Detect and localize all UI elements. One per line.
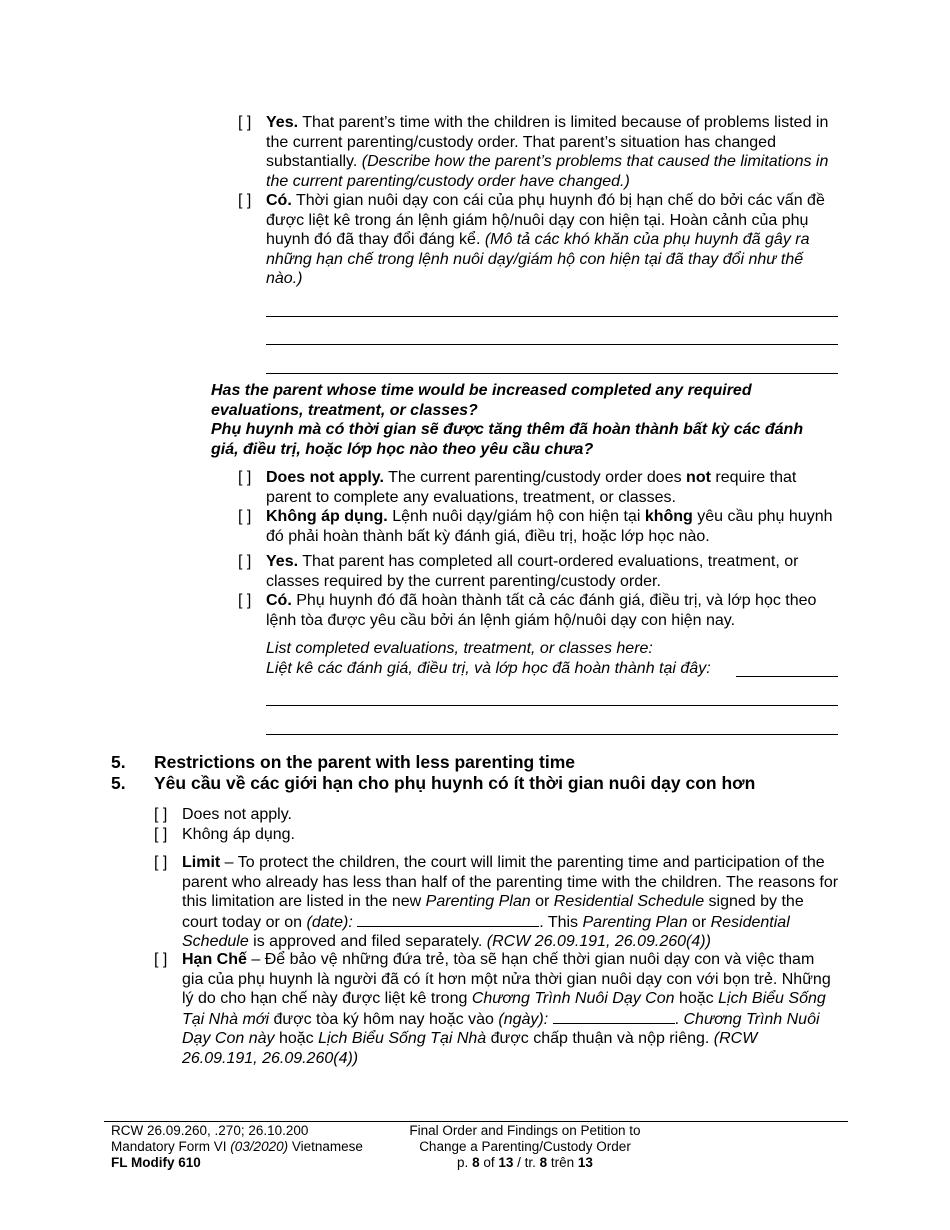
date-blank[interactable] (553, 1009, 675, 1024)
option-text: Có. Phụ huynh đó đã hoàn thành tất cả các đánh giá, điều trị, và lớp học theo lệnh tòa được yêu cầu bởi án lệnh giám hộ/nuôi dạy con hiện nay. (266, 592, 817, 629)
checkbox[interactable]: [ ] (238, 508, 252, 525)
footer-divider (104, 1121, 848, 1122)
checkbox[interactable]: [ ] (154, 826, 168, 843)
option-text: Yes. That parent’s time with the children is limited because of problems listed in the current parenting/custody order. That parent’s situation has changed substantially. (Describe how the parent’s problems that caused the limitations in the current parenting/custody order have changed.) (266, 114, 829, 190)
evaluation-question (211, 381, 811, 459)
footer-form-id: FL Modify 610 (111, 1155, 201, 1170)
writing-line[interactable] (266, 705, 838, 706)
list-completed-instruction (266, 639, 846, 678)
checkbox[interactable]: [ ] (238, 469, 252, 486)
writing-line[interactable] (266, 344, 838, 345)
option-text: Không áp dụng. Lệnh nuôi dạy/giám hộ con hiện tại không yêu cầu phụ huynh đó phải hoàn thành bất kỳ đánh giá, điều trị, hoặc lớp học nào. (266, 508, 833, 545)
writing-line[interactable] (266, 734, 838, 735)
writing-line[interactable] (736, 676, 838, 677)
option-label: Có. (266, 192, 292, 209)
list-instruction-en: List completed evaluations, treatment, or classes here: (266, 640, 653, 657)
footer-rcw: RCW 26.09.260, .270; 26.10.200 (111, 1123, 309, 1138)
section-number: 5. (111, 773, 126, 793)
checkbox[interactable]: [ ] (238, 592, 252, 609)
option-text: Có. Thời gian nuôi dạy con cái của phụ huynh đó bị hạn chế do bởi các vấn đề được liệt kê trong án lệnh giám hộ/nuôi dạy con hiện tại. Hoàn cảnh của phụ huynh đó đã thay đổi đáng kể. (Mô tả các khó khăn của phụ huynh đã gây ra những hạn chế trong lệnh nuôi dạy/giám hộ con hiện tại đã thay đổi như thế nào.) (266, 192, 825, 287)
checkbox[interactable]: [ ] (238, 553, 252, 570)
option-text: Hạn Chế – Để bảo vệ những đứa trẻ, tòa sẽ hạn chế thời gian nuôi dạy con và việc tham gia của phụ huynh là người đã có ít hơn một nửa thời gian nuôi dạy con với bọn trẻ. Những lý do cho hạn chế này được liệt kê trong Chương Trình Nuôi Dạy Con hoặc Lịch Biểu Sống Tại Nhà mới được tòa ký hôm nay hoặc vào (ngày): . Chương Trình Nuôi Dạy Con này hoặc Lịch Biểu Sống Tại Nhà được chấp thuận và nộp riêng. (RCW 26.09.191, 26.09.260(4)) (182, 951, 831, 1067)
date-blank[interactable] (357, 912, 539, 927)
checkbox[interactable]: [ ] (238, 114, 252, 131)
checkbox[interactable]: [ ] (238, 192, 252, 209)
checkbox[interactable]: [ ] (154, 854, 168, 871)
checkbox[interactable]: [ ] (154, 806, 168, 823)
footer-left (111, 1123, 401, 1171)
section-title: Restrictions on the parent with less parenting time (154, 752, 576, 772)
writing-line[interactable] (266, 316, 838, 317)
section-title: Yêu cầu về các giới hạn cho phụ huynh có ít thời gian nuôi dạy con hơn (154, 773, 756, 793)
question-vi: Phụ huynh mà có thời gian sẽ được tăng thêm đã hoàn thành bất kỳ các đánh giá, điều trị, hoặc lớp học nào theo yêu cầu chưa? (211, 421, 804, 458)
checkbox[interactable]: [ ] (154, 951, 168, 968)
section-number: 5. (111, 752, 126, 772)
footer-center (380, 1123, 670, 1171)
footer-title-2: Change a Parenting/Custody Order (419, 1139, 631, 1154)
option-text: Limit – To protect the children, the court will limit the parenting time and participation of the parent who already has less than half of the parenting time with the children. The reasons for this limitation are listed in the new Parenting Plan or Residential Schedule signed by the court today or on (date): . This Parenting Plan or Residential Schedule is approved and filed separately. (RCW 26.09.191, 26.09.260(4)) (182, 854, 839, 950)
option-text: Does not apply. (182, 806, 292, 823)
page-number: p. 8 of 13 / tr. 8 trên 13 (457, 1155, 593, 1170)
question-en: Has the parent whose time would be increased completed any required evaluations, treatment, or classes? (211, 382, 752, 419)
option-text: Does not apply. The current parenting/custody order does not require that parent to complete any evaluations, treatment, or classes. (266, 469, 797, 506)
option-text: Yes. That parent has completed all court-ordered evaluations, treatment, or classes required by the current parenting/custody order. (266, 553, 799, 590)
footer-form: Mandatory Form VI (03/2020) Vietnamese (111, 1139, 363, 1154)
option-label: Yes. (266, 114, 299, 131)
list-instruction-vi: Liệt kê các đánh giá, điều trị, và lớp học đã hoàn thành tại đây: (266, 659, 711, 677)
writing-line[interactable] (266, 373, 838, 374)
footer-title-1: Final Order and Findings on Petition to (409, 1123, 641, 1138)
option-text: Không áp dụng. (182, 826, 295, 843)
